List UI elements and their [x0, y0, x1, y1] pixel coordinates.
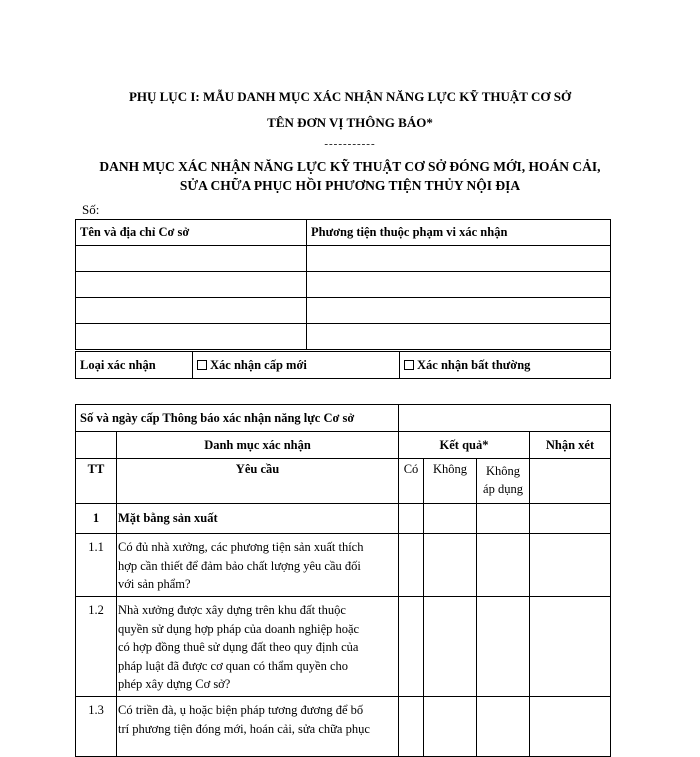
requirement-line: với sản phẩm? — [118, 577, 191, 591]
option-irregular-confirmation[interactable] — [400, 352, 611, 379]
vessel-scope-cell[interactable] — [307, 272, 611, 298]
remark-cell[interactable] — [530, 534, 611, 597]
checkbox-icon[interactable] — [404, 360, 414, 370]
option-irregular-label: Xác nhận bất thường — [417, 357, 531, 372]
na-cell[interactable] — [477, 597, 530, 697]
category-header: Danh mục xác nhận — [117, 432, 399, 459]
issue-number-date-label: Số và ngày cấp Thông báo xác nhận năng lực Cơ sở — [76, 405, 399, 432]
na-cell[interactable] — [477, 504, 530, 534]
requirement-line: trí phương tiện đóng mới, hoán cải, sửa chữa phục — [118, 721, 370, 736]
header-blank-cell — [76, 432, 117, 459]
option-new-confirmation[interactable] — [193, 352, 400, 379]
remark-cell[interactable] — [530, 597, 611, 697]
item-number: 1.3 — [76, 697, 117, 757]
tt-header: TT — [76, 459, 117, 504]
appendix-title: PHỤ LỤC I: MẪU DANH MỤC XÁC NHẬN NĂNG LỰC KỸ THUẬT CƠ SỞ — [128, 89, 572, 104]
issue-number-date-cell[interactable] — [399, 405, 611, 432]
checkbox-icon[interactable] — [197, 360, 207, 370]
yes-cell[interactable] — [399, 697, 424, 757]
facility-name-cell[interactable] — [76, 324, 307, 350]
option-new-label: Xác nhận cấp mới — [210, 357, 307, 372]
item-requirement — [117, 697, 399, 757]
facility-name-cell[interactable] — [76, 246, 307, 272]
na-header-line2: áp dụng — [483, 482, 523, 496]
number-label: Số: — [82, 202, 100, 217]
separator: ----------- — [324, 138, 376, 150]
checklist-table — [75, 404, 611, 757]
yes-cell[interactable] — [399, 534, 424, 597]
document-title — [0, 157, 700, 195]
remark-cell[interactable] — [530, 504, 611, 534]
no-cell[interactable] — [424, 697, 477, 757]
remark-header: Nhận xét — [530, 432, 611, 459]
facility-name-header: Tên và địa chỉ Cơ sở — [76, 220, 307, 246]
vessel-scope-cell[interactable] — [307, 298, 611, 324]
requirement-line: có hợp đồng thuê sử dụng đất theo quy định của — [118, 640, 359, 654]
na-cell[interactable] — [477, 697, 530, 757]
vessel-scope-header: Phương tiện thuộc phạm vi xác nhận — [307, 220, 611, 246]
na-cell[interactable] — [477, 534, 530, 597]
na-header — [477, 459, 530, 504]
vessel-scope-cell[interactable] — [307, 324, 611, 350]
no-cell[interactable] — [424, 504, 477, 534]
requirement-line: Nhà xưởng được xây dựng trên khu đất thuộc — [118, 603, 346, 617]
document-title-line2: SỬA CHỮA PHỤC HỒI PHƯƠNG TIỆN THỦY NỘI ĐỊA — [179, 178, 521, 193]
section-number: 1 — [76, 504, 117, 534]
na-header-line1: Không — [485, 464, 521, 478]
no-cell[interactable] — [424, 597, 477, 697]
confirmation-type-label: Loại xác nhận — [76, 352, 193, 379]
requirement-header: Yêu cầu — [117, 459, 399, 504]
no-cell[interactable] — [424, 534, 477, 597]
item-number: 1.2 — [76, 597, 117, 697]
item-requirement — [117, 597, 399, 697]
requirement-line: phép xây dựng Cơ sở? — [118, 677, 231, 691]
remark-cell[interactable] — [530, 697, 611, 757]
requirement-line: quyền sử dụng hợp pháp của doanh nghiệp hoặc — [118, 621, 360, 636]
unit-name: TÊN ĐƠN VỊ THÔNG BÁO* — [267, 115, 433, 130]
no-header: Không — [424, 459, 477, 504]
requirement-line: hợp cần thiết để đảm bảo chất lượng yêu cầu đối — [118, 558, 361, 573]
requirement-line: Có đủ nhà xưởng, các phương tiện sản xuất thích — [118, 540, 364, 554]
requirement-line: pháp luật đã được cơ quan có thẩm quyền cho — [118, 658, 348, 673]
result-header: Kết quả* — [399, 432, 530, 459]
remark-header-blank — [530, 459, 611, 504]
requirement-line: Có triền đà, ụ hoặc biện pháp tương đương để bố — [118, 703, 364, 717]
document-title-line1: DANH MỤC XÁC NHẬN NĂNG LỰC KỸ THUẬT CƠ SỞ ĐÓNG MỚI, HOÁN CẢI, — [99, 159, 601, 174]
yes-header: Có — [399, 459, 424, 504]
facility-name-cell[interactable] — [76, 298, 307, 324]
yes-cell[interactable] — [399, 504, 424, 534]
confirmation-type-table — [75, 351, 611, 379]
section-title: Mặt bằng sản xuất — [117, 504, 399, 534]
facility-info-table — [75, 219, 611, 350]
facility-name-cell[interactable] — [76, 272, 307, 298]
item-number: 1.1 — [76, 534, 117, 597]
item-requirement — [117, 534, 399, 597]
vessel-scope-cell[interactable] — [307, 246, 611, 272]
yes-cell[interactable] — [399, 597, 424, 697]
